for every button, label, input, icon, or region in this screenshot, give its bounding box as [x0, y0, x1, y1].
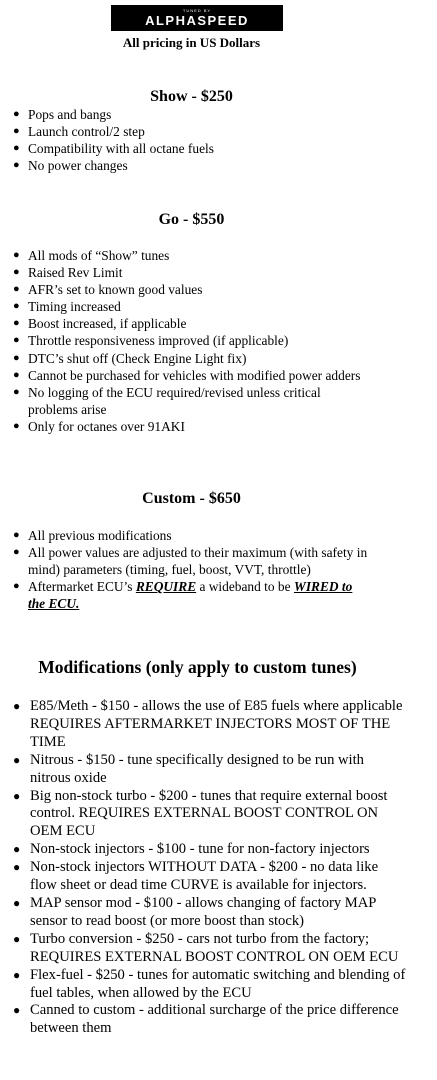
- list-item: ● All mods of “Show” tunes: [13, 247, 363, 264]
- ecu-text-middle: a wideband to be: [196, 579, 294, 595]
- list-item: ● No logging of the ECU required/revised unless critical problems arise: [13, 384, 363, 418]
- ecu-text-start: Aftermarket ECU’s: [28, 579, 136, 595]
- logo-tagline: TUNED BY: [182, 8, 212, 13]
- list-item: ● Timing increased: [13, 298, 363, 315]
- logo-wordmark: ALPHASPEED: [145, 13, 249, 28]
- list-item: ● Launch control/2 step: [13, 123, 413, 140]
- pricing-currency-note: All pricing in US Dollars: [122, 35, 261, 50]
- list-item: ● Compatibility with all octane fuels: [13, 140, 413, 157]
- list-item: ● DTC’s shut off (Check Engine Light fix): [13, 350, 363, 367]
- list-item: ● Pops and bangs: [13, 106, 413, 123]
- modifications-list: [13, 698, 408, 1038]
- wired-emphasis: WIRED to the ECU.: [28, 579, 353, 612]
- list-item: ● Canned to custom - additional surcharge of the price difference between them: [13, 1002, 408, 1038]
- require-emphasis: REQUIRE: [135, 579, 197, 595]
- go-tier-list: [13, 247, 363, 435]
- list-item: ● Raised Rev Limit: [13, 264, 363, 281]
- list-item: ● AFR’s set to known good values: [13, 281, 363, 298]
- list-item: ● Non-stock injectors WITHOUT DATA - $200 - no data like flow sheet or dead time CURVE is available for injectors.: [13, 859, 408, 895]
- list-item: ● Nitrous - $150 - tune specifically designed to be run with nitrous oxide: [13, 752, 408, 788]
- list-item: ● All previous modifications: [13, 527, 368, 544]
- list-item-ecu: [13, 578, 368, 612]
- list-item: ● Only for octanes over 91AKI: [13, 418, 363, 435]
- list-item: ● Cannot be purchased for vehicles with modified power adders: [13, 367, 363, 384]
- list-item: ● Boost increased, if applicable: [13, 315, 363, 332]
- alphaspeed-logo: [111, 5, 283, 31]
- modifications-heading: Modifications (only apply to custom tunes): [38, 657, 357, 677]
- list-item: ● E85/Meth - $150 - allows the use of E85 fuels where applicable REQUIRES AFTERMARKET INJECTORS MOST OF THE TIME: [13, 698, 408, 752]
- list-item: ● Big non-stock turbo - $200 - tunes that require external boost control. REQUIRES EXTERNAL BOOST CONTROL ON OEM ECU: [13, 788, 408, 842]
- list-item: ● Turbo conversion - $250 - cars not turbo from the factory; REQUIRES EXTERNAL BOOST CONTROL ON OEM ECU: [13, 931, 408, 967]
- show-tier-list: [13, 106, 413, 174]
- list-item: ● No power changes: [13, 157, 413, 174]
- list-item: ● All power values are adjusted to their maximum (with safety in mind) parameters (timing, fuel, boost, VVT, throttle): [13, 544, 368, 578]
- list-item: ● Flex-fuel - $250 - tunes for automatic switching and blending of fuel tables, when allowed by the ECU: [13, 967, 408, 1003]
- custom-tier-list: [13, 527, 368, 612]
- go-tier-heading: Go - $550: [158, 211, 225, 228]
- list-item: ● Throttle responsiveness improved (if applicable): [13, 332, 363, 349]
- show-tier-heading: Show - $250: [150, 88, 233, 105]
- list-item: ● Non-stock injectors - $100 - tune for non-factory injectors: [13, 841, 408, 859]
- list-item: ● MAP sensor mod - $100 - allows changing of factory MAP sensor to read boost (or more boost than stock): [13, 895, 408, 931]
- custom-tier-heading: Custom - $650: [142, 490, 241, 507]
